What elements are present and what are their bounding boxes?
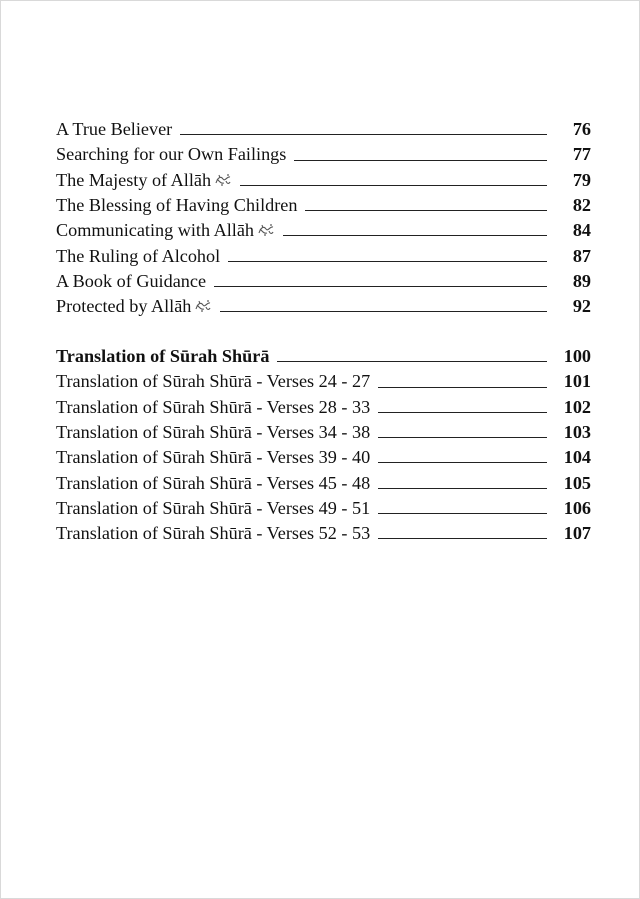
toc-entry[interactable]	[56, 113, 591, 138]
toc-leader-line	[378, 386, 547, 388]
toc-entry[interactable]	[56, 517, 591, 542]
toc-leader-line	[228, 260, 547, 262]
toc-page-number: 103	[563, 421, 591, 442]
toc-page-number: 101	[563, 371, 591, 392]
toc-entry-title: Translation of Sūrah Shūrā - Verses 28 - 33	[56, 396, 371, 417]
toc-entry[interactable]	[56, 441, 591, 466]
toc-page-number: 102	[563, 396, 591, 417]
toc-leader-line	[378, 436, 547, 438]
toc-page-number: 76	[572, 119, 591, 140]
toc-leader-line	[378, 487, 547, 489]
toc-page-number: 104	[563, 447, 591, 468]
toc-entry-title: Translation of Sūrah Shūrā - Verses 34 - 38	[56, 421, 371, 442]
toc-entry-title: A True Believer	[56, 119, 173, 140]
toc-leader-line	[220, 310, 547, 312]
honorific-glyph-icon	[257, 223, 275, 237]
toc-page-number: 79	[572, 169, 591, 190]
toc-entry-title: The Blessing of Having Children	[56, 194, 298, 215]
toc-leader-line	[378, 461, 547, 463]
toc-page-number: 89	[572, 270, 591, 291]
toc-leader-line	[277, 360, 547, 362]
toc-leader-line	[283, 234, 547, 236]
toc-page-number: 105	[563, 472, 591, 493]
toc-entry-heading[interactable]	[56, 340, 591, 365]
toc-page-number: 107	[563, 523, 591, 544]
toc-entry-title: Translation of Sūrah Shūrā - Verses 45 - 48	[56, 472, 371, 493]
toc-entry-title: Translation of Sūrah Shūrā - Verses 39 - 40	[56, 447, 371, 468]
toc-leader-line	[378, 537, 547, 539]
toc-entry[interactable]	[56, 416, 591, 441]
toc-page-number: 106	[563, 497, 591, 518]
toc-leader-line	[305, 209, 547, 211]
toc-entry[interactable]	[56, 265, 591, 290]
toc-leader-line	[214, 285, 547, 287]
toc-entry[interactable]	[56, 290, 591, 315]
toc-leader-line	[378, 411, 547, 413]
toc-entry-title: A Book of Guidance	[56, 270, 207, 291]
toc-entry-title: Protected by Allāh	[56, 297, 212, 315]
toc-section-chapters	[56, 113, 591, 315]
toc-entry[interactable]	[56, 466, 591, 491]
toc-entry-title: Searching for our Own Failings	[56, 144, 287, 165]
honorific-glyph-icon	[194, 299, 212, 313]
toc-entry-title: Translation of Sūrah Shūrā - Verses 49 - 51	[56, 497, 371, 518]
toc-entry[interactable]	[56, 138, 591, 163]
toc-entry-title: Translation of Sūrah Shūrā	[56, 346, 270, 367]
toc-leader-line	[240, 184, 547, 186]
toc-entry[interactable]	[56, 164, 591, 189]
toc-leader-line	[180, 133, 547, 135]
toc-leader-line	[378, 512, 547, 514]
toc-entry-title: The Majesty of Allāh	[56, 171, 232, 189]
toc-page-number: 84	[572, 220, 591, 241]
toc-entry-title: Translation of Sūrah Shūrā - Verses 24 - 27	[56, 371, 371, 392]
toc-entry[interactable]	[56, 492, 591, 517]
toc-entry[interactable]	[56, 189, 591, 214]
toc-leader-line	[294, 159, 547, 161]
toc-page-number: 77	[572, 144, 591, 165]
toc-page-number: 87	[572, 245, 591, 266]
toc-entry-title: Communicating with Allāh	[56, 221, 275, 239]
toc-page-number: 92	[572, 296, 591, 317]
toc-entry-title: The Ruling of Alcohol	[56, 245, 221, 266]
toc-entry-title: Translation of Sūrah Shūrā - Verses 52 - 53	[56, 523, 371, 544]
toc-entry[interactable]	[56, 391, 591, 416]
honorific-glyph-icon	[214, 173, 232, 187]
toc-entry[interactable]	[56, 214, 591, 239]
toc-section-translations	[56, 340, 591, 542]
toc-entry[interactable]	[56, 239, 591, 264]
toc-page-number: 100	[563, 346, 591, 367]
toc-page-number: 82	[572, 194, 591, 215]
toc-entry[interactable]	[56, 365, 591, 390]
